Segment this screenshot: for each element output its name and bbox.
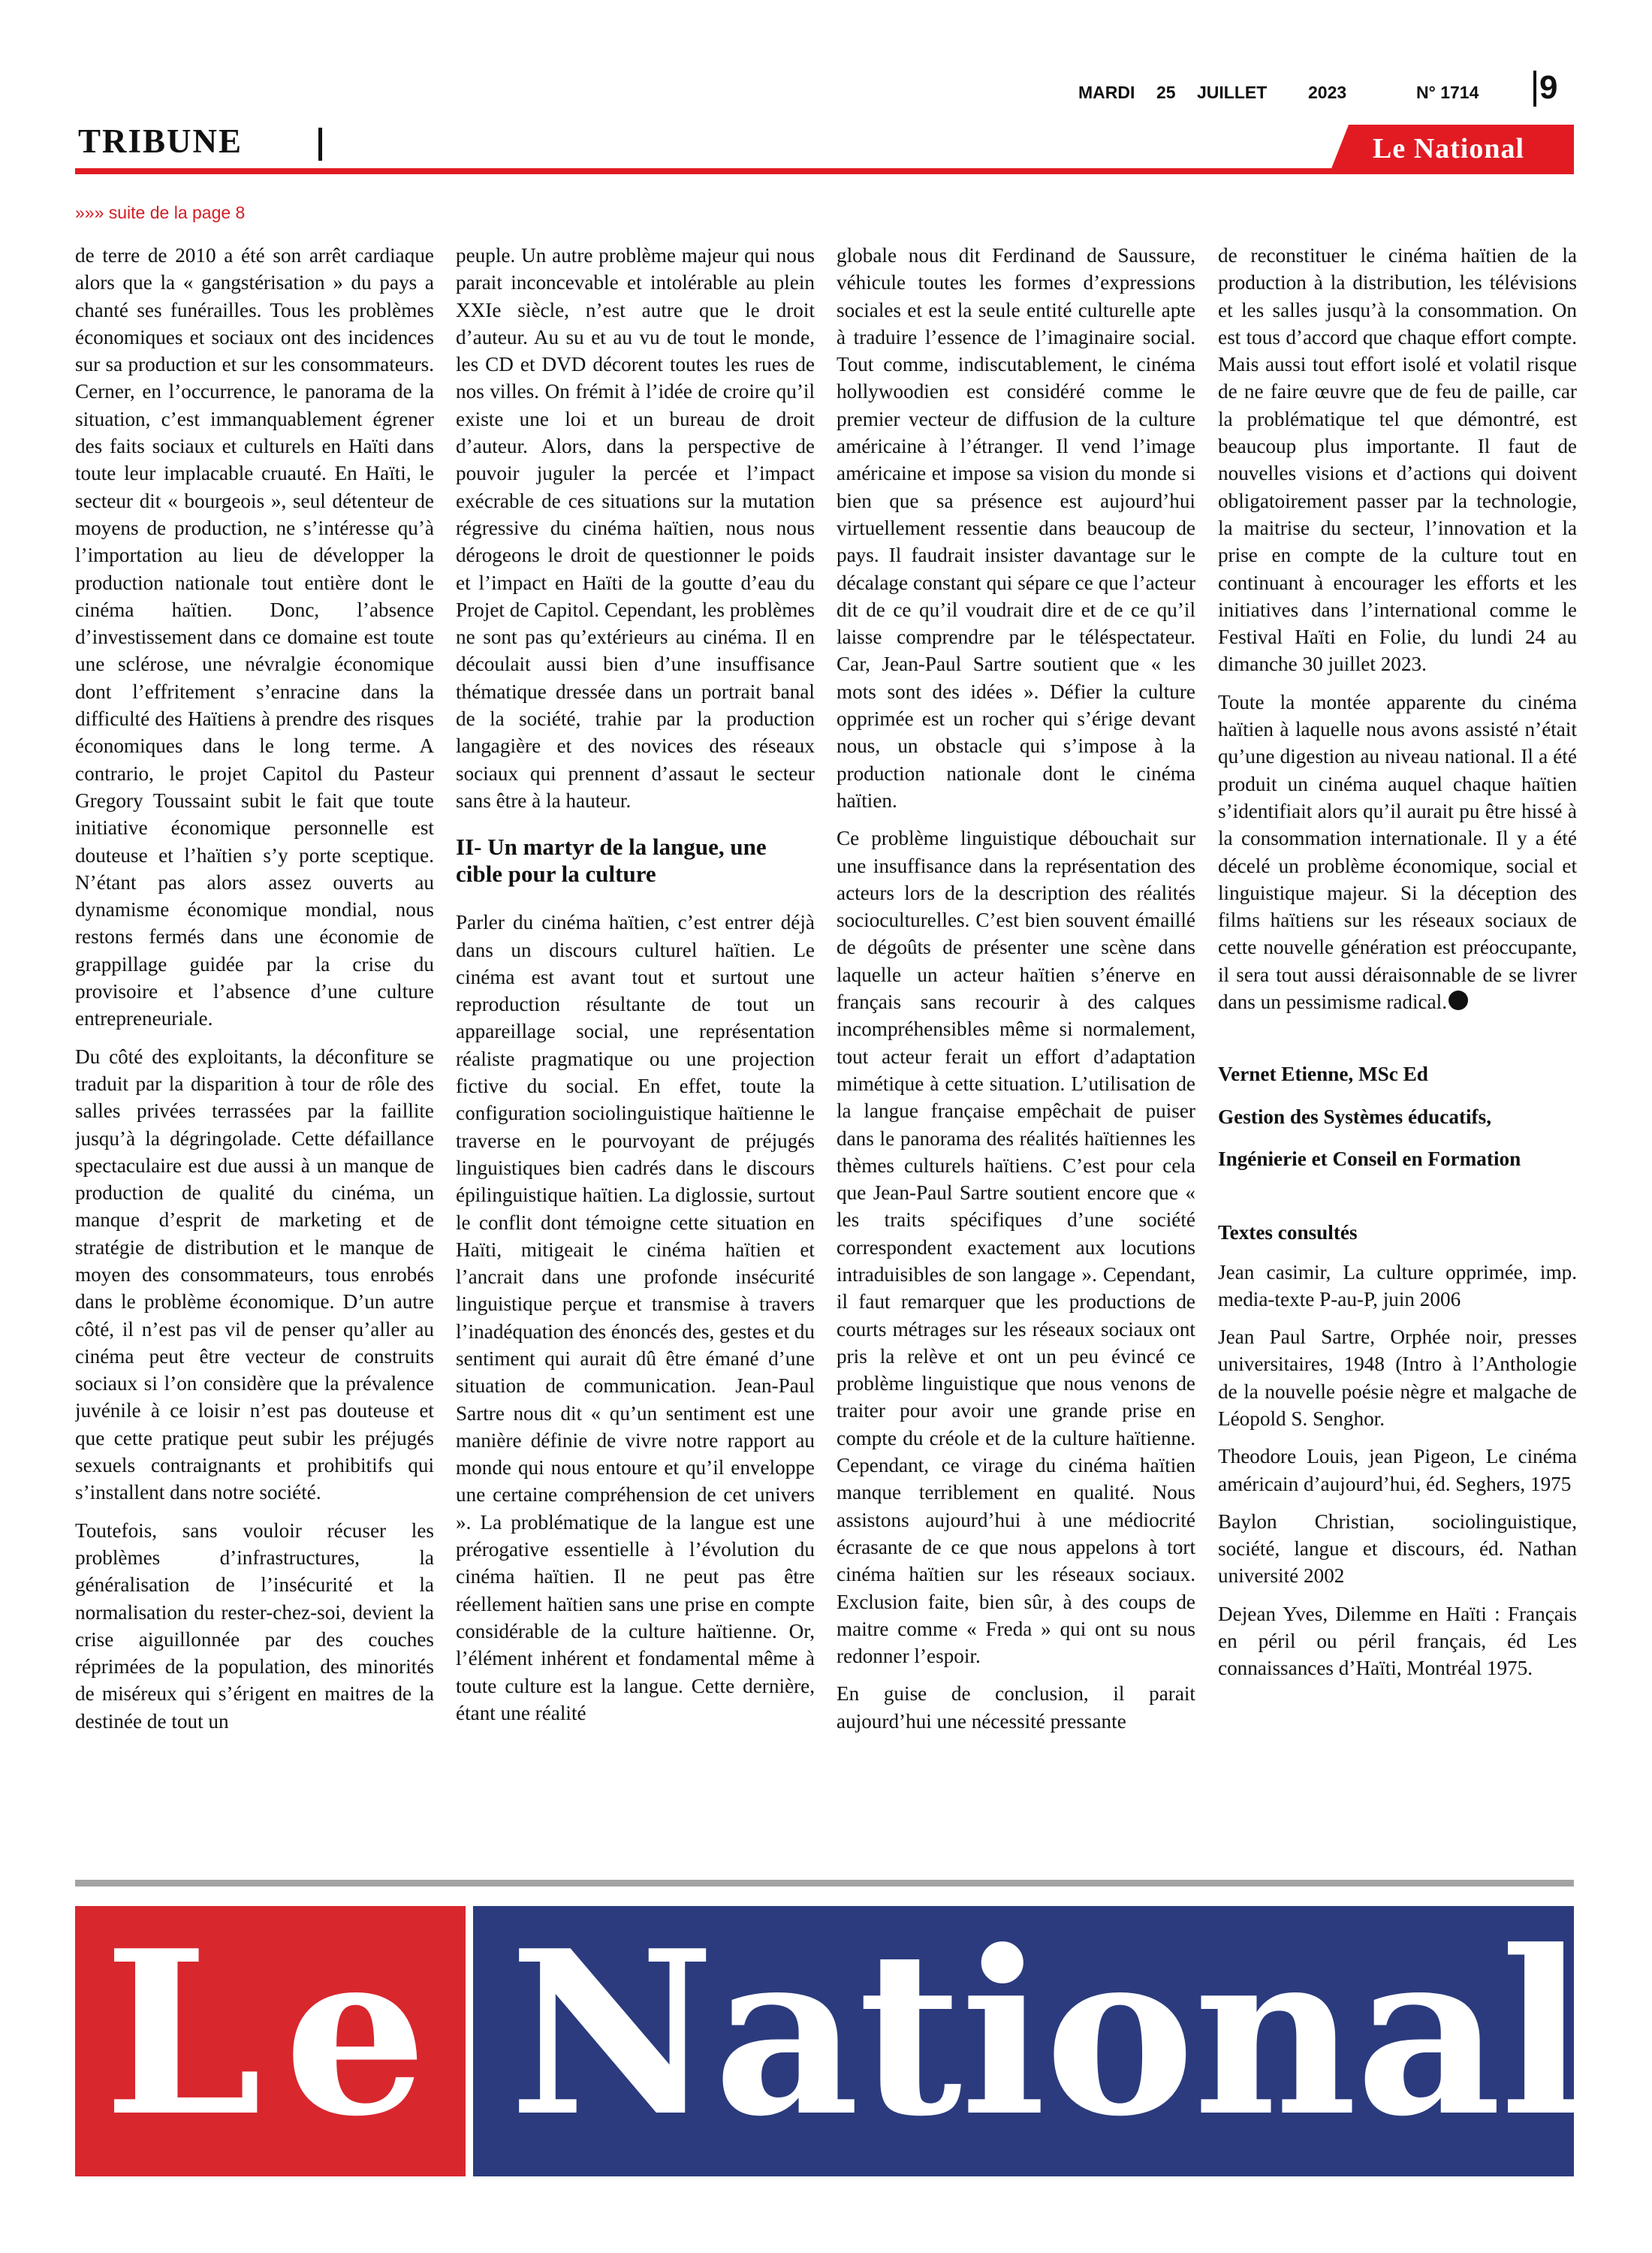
- footer-rule: [75, 1880, 1574, 1887]
- paragraph: Du côté des exploitants, la déconfiture se traduit par la disparition à tour de rôle des salles privées terrassées par la faillite jusqu’à la dégringolade. Cette défaillance spectaculaire est due aussi à un manque de production de qualité du cinéma, un manque d’esprit de marketing et de stratégie de distribution et le manque de moyen des consommateurs, tous enrobés dans le problème économique. D’un autre côté, il n’est pas vil de penser qu’aller au cinéma peut être vecteur de construits sociaux si l’on considère que la prévalence juvénile à ce loisir n’est pas douteuse et que cette pratique peut subir les préjugés sexuels contraignants et prohibitifs qui s’installent dans notre société.: [75, 1045, 434, 1504]
- paragraph: Ce problème linguistique débouchait sur une insuffisance dans la représentation des acteurs lors de la description des réalités socioculturelles. C’est bien souvent émaillé de dégoûts de présenter une scène dans laquelle un acteur haïtien s’énerve en français sans recourir à des calques incompréhensibles même si normalement, tout acteur ferait un effort d’adaptation mimétique à cette situation. L’utilisation de la langue française empêchait de puiser dans le panorama des réalités haïtiennes les thèmes culturels haïtiens. C’est pour cela que Jean-Paul Sartre soutient encore que « les traits spécifiques d’une société correspondent exactement aux locutions intraduisibles de son langage ». Cependant, il faut remarquer que les productions de courts métrages sur les réseaux sociaux ont pris la relève et ont un peu évincé ce problème linguistique que nous venons de traiter pour avoir une grande prise en compte du créole et de la culture haïtienne. Cependant, ce virage du cinéma haïtien manque terriblement en qualité. Nous assistons aujourd’hui à une médiocrité écrasante de ce que nous appelons à tort cinéma haïtien sur les réseaux sociaux. Exclusion faite, bien sûr, à des coups de maitre comme « Freda » qui ont su nous redonner l’espoir.: [837, 827, 1195, 1668]
- reference-item: Theodore Louis, jean Pigeon, Le cinéma américain d’aujourd’hui, éd. Seghers, 1975: [1218, 1445, 1577, 1495]
- author-title-line: Ingénierie et Conseil en Formation: [1218, 1147, 1521, 1170]
- article-column-2: [456, 242, 815, 1856]
- page-number: 9: [1539, 69, 1558, 106]
- paragraph-text: Toute la montée apparente du cinéma haïtien à laquelle nous avons assisté n’était qu’une digestion au niveau national. Il a été produit un cinéma auquel chaque haïtien s’identifiait alors qu’il aurait pu être hissé à la consommation internationale. Il y a été décelé un problème économique, social et linguistique majeur. Si la déception des films haïtiens sur les réseaux sociaux de cette nouvelle génération est préoccupante, il sera tout aussi déraisonnable de se livrer dans un pessimisme radical.: [1218, 690, 1577, 1014]
- section-title: TRIBUNE: [78, 122, 243, 160]
- section-divider: [318, 128, 322, 161]
- issue-number: N° 1714: [1416, 83, 1479, 102]
- article-column-4: [1218, 242, 1577, 1856]
- reference-item: Jean Paul Sartre, Orphée noir, presses universitaires, 1948 (Intro à l’Anthologie de la nouvelle poésie nègre et malgache de Léopold S. Senghor.: [1218, 1326, 1577, 1430]
- issue-date: 25: [1156, 83, 1176, 102]
- header-rule: [75, 168, 1574, 174]
- paragraph: globale nous dit Ferdinand de Saussure, véhicule toutes les formes d’expressions sociales et est la seule entité culturelle apte à traduire l’essence de l’imaginaire social. Tout comme, indiscutablement, le cinéma hollywoodien est considéré comme le premier vecteur de diffusion de la culture américaine à l’étranger. Il vend l’image américaine et impose sa vision du monde si bien que sa présence est aujourd’hui virtuellement ressentie dans beaucoup de pays. Il faudrait insister davantage sur le décalage constant qui sépare ce que l’acteur dit de ce qu’il voudrait dire et de ce qu’il laisse comprendre par le téléspectateur. Car, Jean-Paul Sartre soutient que « les mots sont des idées ». Défier la culture opprimée est un rocher qui s’érige devant nous, un obstacle qui s’impose à la production nationale dont le cinéma haïtien.: [837, 244, 1195, 812]
- logo-letter-l: L: [104, 1901, 262, 2166]
- issue-day: MARDI: [1078, 83, 1135, 102]
- logo-letter-e: e: [284, 1901, 427, 2166]
- issue-year: 2023: [1308, 83, 1347, 102]
- continued-from-link: »»» suite de la page 8: [75, 203, 246, 222]
- author-title-line: Gestion des Systèmes éducatifs,: [1218, 1105, 1491, 1128]
- issue-info: [1078, 83, 1499, 110]
- reference-item: Baylon Christian, sociolinguistique, société, langue et discours, éd. Nathan université 2002: [1218, 1510, 1577, 1588]
- paragraph: Toutefois, sans vouloir récuser les problèmes d’infrastructures, la généralisation de l’insécurité et la normalisation du rester-chez-soi, devient la crise aiguillonnée par des couches réprimées de la population, des minorités de miséreux qui s’érigent en maitres de la destinée de tout un: [75, 1519, 434, 1733]
- paragraph: de reconstituer le cinéma haïtien de la production à la distribution, les télévisions et les salles jusqu’à la consommation. On est tous d’accord que chaque effort compte. Mais aussi tout effort isolé et volatil risque de ne faire œuvre que de feu de paille, car la problématique tel que démontré, est beaucoup plus importante. Il faut de nouvelles visions et d’actions qui doivent obligatoirement passer par la technologie, la maitrise du secteur, l’innovation et la prise en compte de la culture tout en continuant à encourager les efforts et les initiatives dans l’international comme le Festival Haïti en Folie, du lundi 24 au dimanche 30 juillet 2023.: [1218, 244, 1577, 676]
- paragraph: de terre de 2010 a été son arrêt cardiaque alors que la « gangstérisation » du pays a chanté ses funérailles. Tous les problèmes économiques et sociaux ont des incidences sur sa production et sur les consommateurs. Cerner, en l’occurrence, le panorama de la situation, c’est immanquablement égrener des faits sociaux et culturels en Haïti dans toute leur implacable cruauté. En Haïti, le secteur dit « bourgeois », seul détenteur de moyens de production, ne s’intéresse qu’à l’importation au lieu de développer la production nationale tout entière dont le cinéma haïtien. Donc, l’absence d’investissement dans ce domaine est toute une sclérose, une névralgie économique dont l’effritement s’enracine dans la difficulté des Haïtiens à prendre des risques économiques dans le long terme. A contrario, le projet Capitol du Pasteur Gregory Toussaint subit le fait que toute initiative économique personnelle est douteuse et l’haïtien s’y porte sceptique. N’étant pas alors assez ouverts au dynamisme économique mondial, nous restons fermés dans une économie de grappillage guidée par la crise du provisoire et l’absence d’une culture entrepreneuriale.: [75, 244, 434, 1030]
- references-title: Textes consultés: [1218, 1221, 1358, 1244]
- author-name: Vernet Etienne, MSc Ed: [1218, 1063, 1428, 1086]
- paragraph: En guise de conclusion, il parait aujourd’hui une nécessité pressante: [837, 1682, 1195, 1733]
- le-national-logo-banner: [75, 1901, 1584, 2176]
- end-of-article-icon: [1449, 991, 1468, 1010]
- brand-tab-label: Le National: [1373, 133, 1525, 164]
- paragraph: peuple. Un autre problème majeur qui nous parait inconcevable et intolérable au plein XXIe siècle, n’est autre que le droit d’auteur. Au su et au vu de tout le monde, les CD et DVD décorent toutes les rues de nos villes. On frémit à l’idée de croire qu’il existe une loi et un bureau de droit d’auteur. Alors, dans la perspective de pouvoir juguler la percée et l’impact exécrable de ces situations sur la mutation régressive du cinéma haïtien, nous nous dérogeons le droit de questionner le poids et l’impact en Haïti de la goutte d’eau du Projet de Capitol. Cependant, les problèmes ne sont pas qu’extérieurs au cinéma. Il en découlait aussi bien d’une insuffisance thématique dressée dans un portrait banal de la société, trahie par la production langagière et des novices des réseaux sociaux qui prennent d’assaut le secteur sans être à la hauteur.: [456, 244, 815, 812]
- logo-word-national: National: [509, 1901, 1584, 2166]
- issue-month: JUILLET: [1197, 83, 1268, 102]
- reference-item: Dejean Yves, Dilemme en Haïti : Français en péril ou péril français, éd Les connaissances d’Haïti, Montréal 1975.: [1218, 1602, 1577, 1680]
- paragraph: Parler du cinéma haïtien, c’est entrer déjà dans un discours culturel haïtien. Le cinéma est avant tout et surtout une reproduction résultante de tout un appareillage social, une représentation réaliste pragmatique ou une projection fictive du social. En effet, toute la configuration sociolinguistique haïtienne le traverse en le pourvoyant de préjugés linguistiques bien cadrés dans le discours épilinguistique haïtien. La diglossie, surtout le conflit dont témoigne cette situation en Haïti, mitigeait le cinéma haïtien et l’ancrait dans une profonde insécurité linguistique perçue et transmise à travers l’inadéquation des énoncés des, gestes et du sentiment qui aurait dû être émané d’une situation de communication. Jean-Paul Sartre nous dit « qu’un sentiment est une manière définie de vivre notre rapport au monde qui nous entoure et qu’il enveloppe une certaine compréhension de cet univers ». La problématique de la langue est une prérogative essentielle à l’évolution du cinéma haïtien. Il ne peut pas être réellement haïtien sans une prise en compte considérable de la culture haïtienne. Or, l’élément inhérent et fondamental même à toute culture est la langue. Cette dernière, étant une réalité: [456, 911, 815, 1724]
- article-column-3: [837, 242, 1195, 1856]
- subheading: II- Un martyr de la langue, une cible pour la culture: [456, 834, 767, 888]
- article-column-1: [75, 242, 434, 1856]
- reference-item: Jean casimir, La culture opprimée, imp. media-texte P-au-P, juin 2006: [1218, 1260, 1577, 1310]
- page-number-divider: [1533, 71, 1536, 107]
- paragraph: [1218, 689, 1577, 1016]
